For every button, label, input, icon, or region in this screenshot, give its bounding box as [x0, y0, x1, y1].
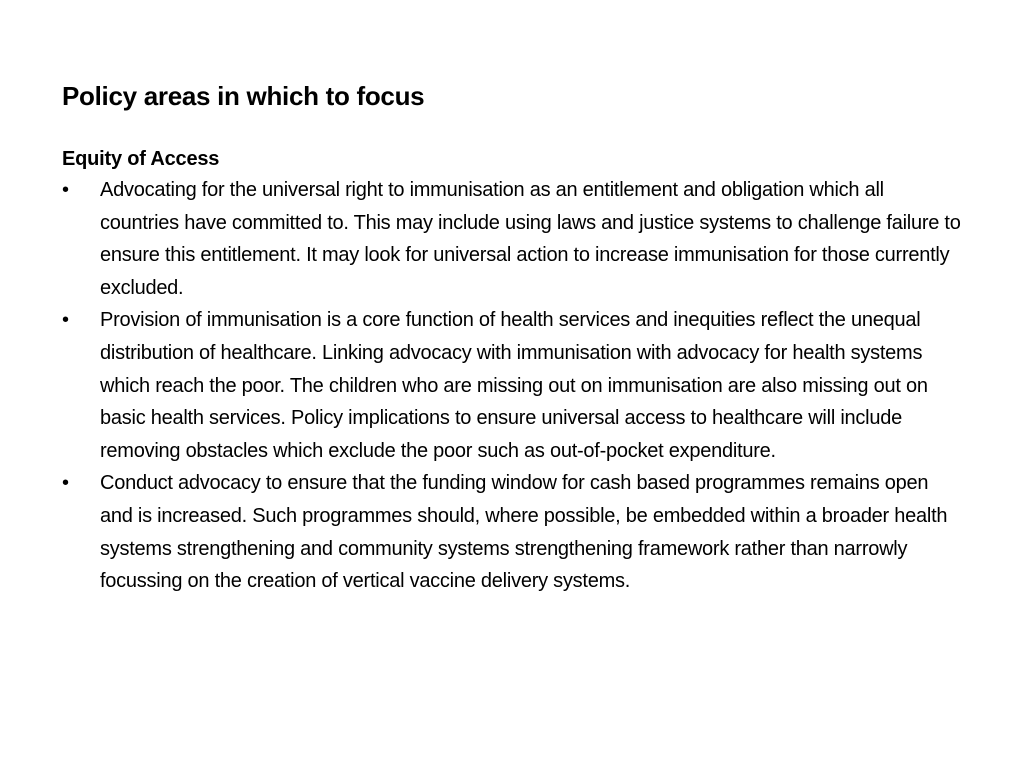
bullet-text: Provision of immunisation is a core function of health services and inequities reflect the unequal distribution of healthcare. Linking advocacy with immunisation with advocacy for health systems which reach the poor. The children who are missing out on immunisation are also missing out on basic health services. Policy implications to ensure universal access to healthcare will include removing obstacles which exclude the poor such as out-of-pocket expenditure. — [100, 309, 928, 462]
bullet-item — [62, 174, 962, 304]
bullet-marker: • — [62, 179, 69, 201]
bullet-text: Conduct advocacy to ensure that the funding window for cash based programmes remains open and is increased. Such programmes should, where possible, be embedded within a broader health systems strengthening and community systems strengthening framework rather than narrowly focussing on the creation of vertical vaccine delivery systems. — [100, 472, 948, 593]
section-heading: Equity of Access — [62, 148, 220, 170]
slide-title: Policy areas in which to focus — [62, 81, 425, 111]
bullet-item — [62, 304, 962, 467]
bullet-text: Advocating for the universal right to immunisation as an entitlement and obligation which all countries have committed to. This may include using laws and justice systems to challenge failure to ensure this entitlement. It may look for universal action to increase immunisation for those currently excluded. — [100, 179, 961, 299]
bullet-marker: • — [62, 472, 69, 495]
bullet-item — [62, 467, 962, 597]
bullet-marker: • — [62, 309, 69, 332]
bullet-list — [62, 174, 962, 598]
